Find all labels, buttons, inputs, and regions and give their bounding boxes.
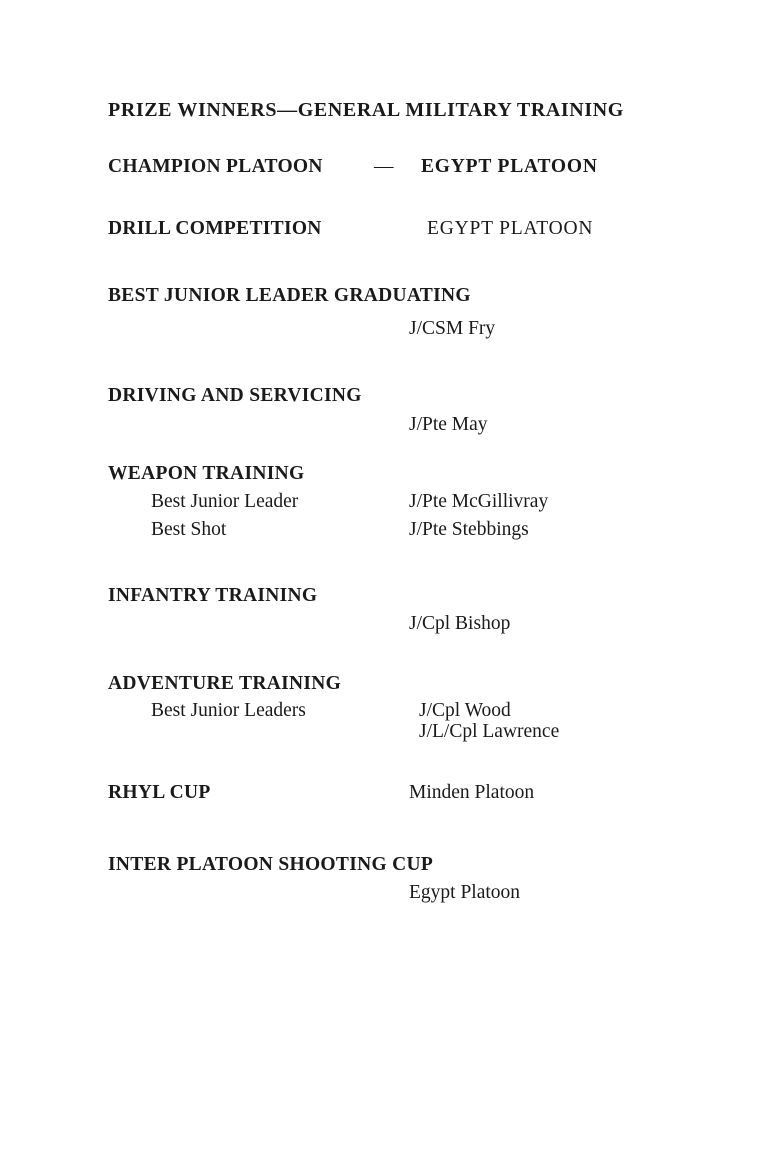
driving-and-servicing-label: DRIVING AND SERVICING — [108, 385, 362, 406]
adventure-training-winner: J/Cpl Wood — [419, 700, 511, 721]
inter-platoon-shooting-cup-label: INTER PLATOON SHOOTING CUP — [108, 854, 434, 875]
infantry-training-winner: J/Cpl Bishop — [409, 613, 511, 634]
weapon-training-label: WEAPON TRAINING — [108, 463, 305, 484]
infantry-training-label: INFANTRY TRAINING — [108, 585, 318, 606]
inter-platoon-shooting-cup-winner: Egypt Platoon — [409, 882, 521, 903]
adventure-training-winner: J/L/Cpl Lawrence — [419, 721, 560, 742]
champion-platoon-dash: — — [374, 156, 394, 177]
page-title: PRIZE WINNERS—GENERAL MILITARY TRAINING — [108, 99, 624, 121]
rhyl-cup-label: RHYL CUP — [108, 782, 211, 803]
weapon-training-item-winner: J/Pte Stebbings — [409, 519, 529, 540]
adventure-training-sub-label: Best Junior Leaders — [151, 700, 306, 721]
weapon-training-item-winner: J/Pte McGillivray — [409, 491, 549, 512]
drill-competition-winner: EGYPT PLATOON — [427, 218, 594, 239]
weapon-training-item-label: Best Junior Leader — [151, 491, 299, 512]
champion-platoon-winner: EGYPT PLATOON — [421, 156, 598, 177]
champion-platoon-label: CHAMPION PLATOON — [108, 156, 323, 177]
rhyl-cup-winner: Minden Platoon — [409, 782, 535, 803]
adventure-training-label: ADVENTURE TRAINING — [108, 673, 342, 694]
drill-competition-label: DRILL COMPETITION — [108, 218, 322, 239]
driving-and-servicing-winner: J/Pte May — [409, 414, 488, 435]
weapon-training-item-label: Best Shot — [151, 519, 227, 540]
best-junior-leader-graduating-label: BEST JUNIOR LEADER GRADUATING — [108, 285, 471, 306]
best-junior-leader-graduating-winner: J/CSM Fry — [409, 318, 496, 339]
